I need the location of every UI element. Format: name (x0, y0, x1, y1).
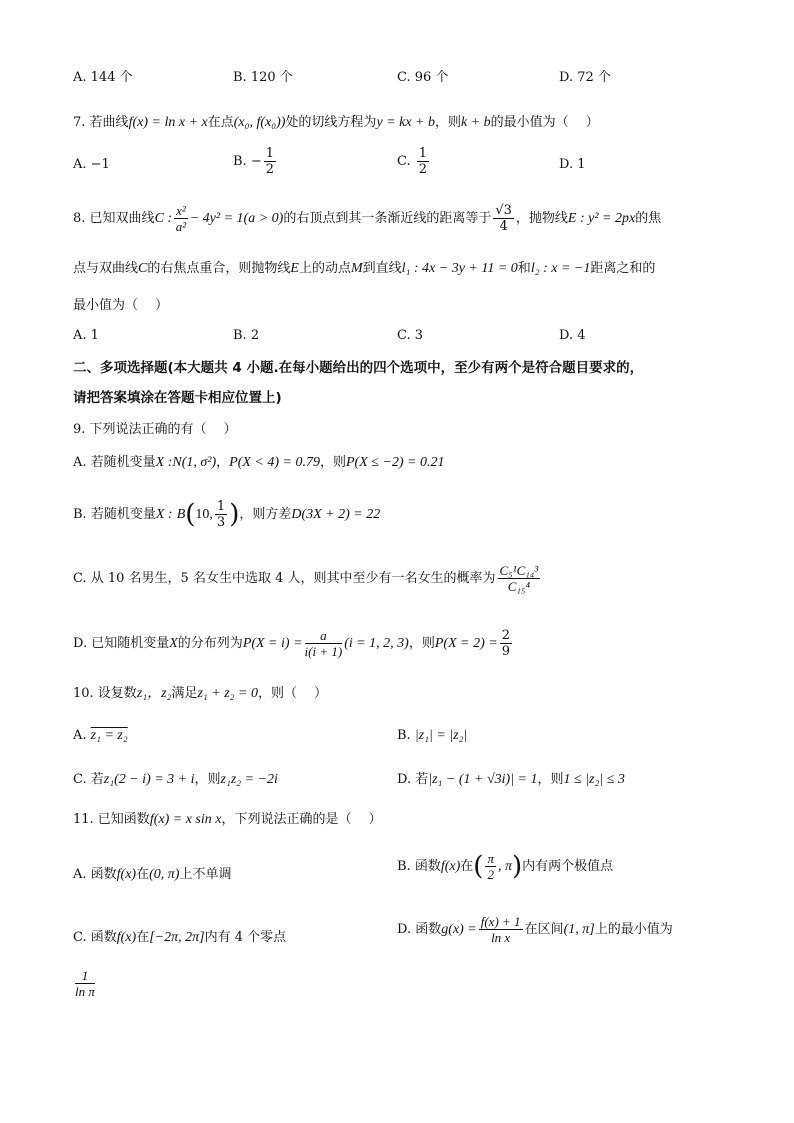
q8-curve-name: C : (154, 211, 173, 226)
q10-text: 满足 (171, 686, 198, 701)
q7-option-b-den: 2 (265, 162, 274, 177)
q11-d-ans-den: ln π (75, 984, 95, 999)
q9-b-fraction (215, 499, 227, 530)
q8-number: 8. (73, 211, 86, 226)
q11-d-rest: 上的最小值为 (594, 922, 673, 937)
q9-b-label: B. 若随机变量 (73, 507, 156, 522)
q9-option-c (73, 563, 542, 594)
q9-a-then: ，则 (319, 455, 346, 470)
q6-option-c: C. 96 个 (397, 70, 449, 85)
q9-option-d (73, 628, 514, 659)
q11-d-den: ln x (491, 930, 511, 945)
q9-d-den2: 9 (501, 644, 510, 659)
q9-c-fraction (498, 563, 541, 594)
q8-x2: x² (176, 203, 186, 218)
q11-d-answer (73, 968, 97, 999)
q11-d-label: D. 函数 (397, 922, 442, 937)
q6-option-a: A. 144 个 (73, 70, 133, 85)
q10-text: ，则（ ） (258, 686, 328, 701)
q8-stem-line1 (73, 203, 661, 234)
q9-a-label: A. 若随机变量 (73, 455, 156, 470)
q11-a-in: 在 (136, 867, 150, 882)
q9-b-x: X : (155, 507, 173, 522)
q10-a-label: A. (73, 728, 87, 743)
q8-e: E (290, 261, 299, 276)
q9-b-den: 3 (216, 515, 226, 530)
q11-a-rest: 上不单调 (179, 867, 232, 882)
q10-option-a (73, 728, 128, 744)
q7-option-a: A. −1 (73, 157, 110, 172)
q10-d-then: ，则 (537, 772, 564, 787)
q11-c-f: f(x) (116, 930, 137, 945)
q7-option-c-label: C. (397, 154, 411, 169)
q8-text: 已知双曲线 (89, 211, 155, 226)
q9-a-sep: ， (216, 455, 230, 470)
q10-c-res: z₁z₂ = −2i (220, 772, 278, 787)
q8-dist-den: 4 (499, 219, 508, 234)
q9-d-mid: 的分布列为 (177, 636, 243, 651)
q11-option-d (397, 914, 673, 945)
q10-vars: z₁，z₂ (136, 686, 172, 701)
q6-option-b: B. 120 个 (233, 70, 293, 85)
q8-text: 上的动点 (298, 261, 351, 276)
q11-b-label: B. 函数 (397, 859, 441, 874)
q10-c-then: ，则 (194, 772, 221, 787)
q9-a-p2: P(X ≤ −2) = 0.21 (346, 455, 445, 470)
q7-func: f(x) = ln x + x (128, 115, 208, 130)
q6-option-d: D. 72 个 (559, 70, 611, 85)
q8-stem-line2 (73, 260, 655, 278)
q11-option-a (73, 863, 231, 883)
q10-c-expr: z₁(2 − i) = 3 + i (103, 772, 195, 787)
section2-heading-line2: 请把答案填涂在答题卡相应位置上) (73, 390, 282, 406)
q9-b-paren-open: ( (185, 499, 196, 530)
q7-point: (x₀, f(x₀)) (233, 115, 286, 130)
q8-text: 的右顶点到其一条渐近线的距离等于 (283, 211, 492, 226)
q10-b-expr: |z₁| = |z₂| (414, 728, 468, 743)
q9-d-num: a (305, 628, 343, 644)
q9-a-p1: P(X < 4) = 0.79 (229, 455, 320, 470)
q9-b-dist: B (176, 507, 186, 522)
q11-b-f: f(x) (440, 859, 461, 874)
q9-c-num: C₅¹C₁₄³ (499, 563, 539, 578)
q10-a-expr: z₁ = z₂ (90, 728, 128, 743)
q7-option-b-num: 1 (265, 146, 274, 161)
q8-l1: l₁ : 4x − 3y + 11 = 0 (401, 261, 518, 276)
q8-m: M (350, 261, 363, 276)
q11-d-in: 在区间 (524, 922, 564, 937)
q7-text: 的最小值为（ ） (490, 115, 599, 130)
q9-b-var: D(3X + 2) = 22 (291, 507, 381, 522)
q9-d-answer-fraction (500, 628, 512, 659)
q7-option-c-num: 1 (418, 146, 428, 161)
q11-b-num: π (487, 851, 494, 866)
q8-parabola: E : y² = 2px (567, 211, 636, 226)
q7-option-c-fraction (417, 146, 429, 177)
q8-stem-line3: 最小值为（ ） (73, 298, 169, 313)
q11-text: ，下列说法正确的是（ ） (221, 812, 382, 827)
q11-c-int: [−2π, 2π] (149, 930, 205, 945)
q8-curve-rest: − 4y² = 1(a > 0) (189, 211, 284, 226)
q11-d-fraction (479, 914, 523, 945)
q7-text: ，则 (434, 115, 461, 130)
q8-l2: l₂ : x = −1 (530, 261, 591, 276)
q9-c-den: C₁₅⁴ (507, 579, 530, 594)
q8-text: 和 (517, 261, 531, 276)
q8-text: ，抛物线 (515, 211, 568, 226)
q7-number: 7. (73, 115, 86, 130)
q11-d-int: (1, π] (563, 922, 595, 937)
q9-a-dist: N(1, σ²) (172, 455, 217, 470)
q7-option-d: D. 1 (559, 157, 586, 172)
q9-option-a (73, 454, 445, 472)
q11-d-ans-num: 1 (75, 968, 95, 984)
q10-c-label: C. 若 (73, 772, 104, 787)
q11-d-answer-fraction (75, 968, 95, 999)
q11-b-rest: 内有两个极值点 (522, 859, 614, 874)
q9-c-text: C. 从 10 名男生，5 名女生中选取 4 人，则其中至少有一名女生的概率为 (73, 571, 496, 586)
q9-option-b (73, 499, 380, 530)
q10-option-d (397, 768, 625, 788)
q11-c-label: C. 函数 (73, 930, 117, 945)
q11-option-c (73, 926, 286, 946)
q8-option-c: C. 3 (397, 328, 424, 343)
q10-text: 10. 设复数 (73, 686, 137, 701)
q8-text: 距离之和的 (590, 261, 656, 276)
q11-stem (73, 811, 382, 829)
q7-text: 在点 (207, 115, 234, 130)
q8-text: 的焦 (635, 211, 662, 226)
q9-d-p2: P(X = 2) = (434, 636, 498, 651)
q11-b-fraction (485, 851, 496, 882)
q9-b-param: 10, (195, 507, 213, 522)
q10-option-c (73, 768, 278, 788)
q11-a-f: f(x) (116, 867, 137, 882)
q11-c-rest: 内有 4 个零点 (204, 930, 287, 945)
q9-d-p: P(X = i) = (242, 636, 303, 651)
q11-b-int-rest: , π (497, 859, 512, 874)
q7-option-c-den: 2 (418, 162, 428, 177)
q11-option-b (397, 851, 613, 882)
q9-d-cond: (i = 1, 2, 3) (344, 636, 409, 651)
q8-text: 点与双曲线 (73, 261, 139, 276)
q10-d-res: 1 ≤ |z₂| ≤ 3 (563, 772, 625, 787)
q9-d-num2: 2 (501, 628, 510, 643)
q9-d-den: i(i + 1) (304, 644, 343, 659)
q8-option-b: B. 2 (233, 328, 260, 343)
q10-d-label: D. 若 (397, 772, 429, 787)
q8-dist-num: √3 (495, 203, 512, 218)
q7-text: 处的切线方程为 (285, 115, 377, 130)
q8-text: 的右焦点重合，则抛物线 (147, 261, 291, 276)
q7-text: 若曲线 (89, 115, 129, 130)
q7-option-b-fraction (264, 146, 276, 177)
q7-stem (73, 114, 599, 132)
q8-text: 到直线 (362, 261, 402, 276)
q9-d-fraction (305, 628, 343, 659)
q10-b-label: B. (397, 728, 411, 743)
q9-a-x: X : (155, 455, 173, 470)
q11-d-num: f(x) + 1 (480, 914, 521, 929)
q8-option-a: A. 1 (73, 328, 99, 343)
q7-expr: k + b (461, 115, 491, 130)
q7-line: y = kx + b (376, 115, 435, 130)
q7-option-b-label: B. − (233, 154, 262, 169)
q10-option-b (397, 728, 467, 744)
q7-option-c (397, 146, 431, 177)
q11-c-in: 在 (136, 930, 150, 945)
q10-cond: z₁ + z₂ = 0 (197, 686, 258, 701)
q9-d-x: X (169, 636, 178, 651)
q9-stem: 9. 下列说法正确的有（ ） (73, 422, 237, 437)
q8-a2: a² (175, 219, 187, 234)
q9-d-then: ，则 (408, 636, 435, 651)
q11-a-int: (0, π) (149, 867, 180, 882)
q11-a-label: A. 函数 (73, 867, 117, 882)
q9-b-then: ，则方差 (239, 507, 292, 522)
q10-d-expr: |z₁ − (1 + √3i)| = 1 (428, 772, 538, 787)
q8-hyperbola-fraction (174, 203, 188, 234)
q11-b-in: 在 (460, 859, 474, 874)
q9-b-num: 1 (216, 499, 226, 514)
q9-d-label: D. 已知随机变量 (73, 636, 170, 651)
q11-d-g: g(x) = (441, 922, 477, 937)
q11-text: 11. 已知函数 (73, 812, 150, 827)
q8-option-d: D. 4 (559, 328, 586, 343)
q8-c: C (138, 261, 148, 276)
q11-b-paren-close: ) (511, 851, 523, 882)
q11-func: f(x) = x sin x (149, 812, 222, 827)
q8-distance-fraction (493, 203, 514, 234)
q9-b-paren-close: ) (229, 499, 240, 530)
q10-stem (73, 685, 327, 703)
q11-b-den: 2 (487, 867, 494, 882)
q11-b-paren-open: ( (473, 851, 484, 882)
q7-option-b (233, 146, 278, 177)
section2-heading-line1: 二、多项选择题(本大题共 4 小题.在每小题给出的四个选项中，至少有两个是符合题目要求的， (73, 360, 644, 376)
